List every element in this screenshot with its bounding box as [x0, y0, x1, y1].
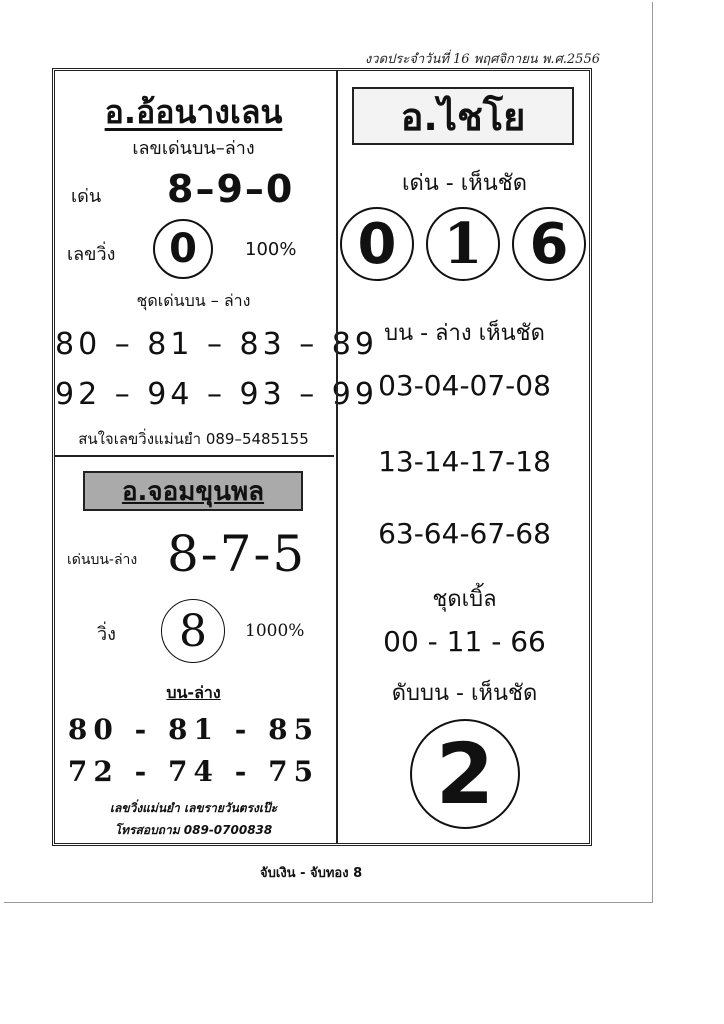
set-row-1: 80 – 81 – 83 – 89 [55, 327, 378, 362]
set-row-b-2: 72 - 74 - 75 [67, 755, 320, 788]
page-footer: จับเงิน - จับทอง 8 [260, 866, 363, 881]
den-numbers-b: 8-7-5 [167, 525, 307, 583]
section-title-box-jom-khun-phon [83, 471, 303, 511]
wing-digit-circle-b: 8 [161, 599, 225, 663]
wing-row [55, 219, 332, 283]
set-label-b: บน-ล่าง [166, 683, 221, 702]
set-row-b-1: 80 - 81 - 85 [67, 713, 320, 746]
section-title-box-chaiyo [352, 87, 574, 145]
section-subtitle: เลขเด่นบน–ล่าง [132, 138, 255, 159]
wing-digit-circle: 0 [153, 219, 213, 279]
digit-circle-3: 6 [512, 207, 586, 281]
left-column [55, 71, 378, 843]
wing-label: เลขวิ่ง [67, 244, 116, 265]
double-numbers: 00 - 11 - 66 [383, 625, 546, 658]
note-line-2: โทรสอบถาม 089-0700838 [114, 823, 273, 837]
set-label: ชุดเด่นบน – ล่าง [136, 291, 251, 310]
double-label: ชุดเบิ้ล [432, 587, 497, 612]
wing-row-b [55, 599, 332, 665]
contact-line: สนใจเลขวิ่งแม่นยำ 089–5485155 [78, 430, 309, 448]
number-row-3: 63-64-67-68 [378, 517, 551, 550]
section-title-jom-khun-phon: อ.จอมขุนพล [121, 476, 265, 507]
section-title-chaiyo: อ.ไชโย [400, 94, 526, 139]
right-column [336, 71, 591, 843]
section-title-on-nang-len: อ.อ้อนางเลน [104, 93, 283, 131]
bon-label-c: บน - ล่าง เห็นชัด [384, 321, 545, 346]
wing-label-b: วิ่ง [97, 624, 116, 645]
den-numbers: 8–9–0 [167, 167, 295, 211]
issue-date: งวดประจำวันที่ 16 พฤศจิกายน พ.ศ.2556 [364, 52, 600, 67]
digit-circle-1: 0 [340, 207, 414, 281]
final-digit-circle: 2 [410, 719, 520, 829]
set-row-2: 92 – 94 – 93 – 99 [55, 377, 378, 412]
wing-percent-b: 1000% [245, 621, 305, 641]
wing-percent: 100% [245, 239, 297, 260]
den-label-b: เด่นบน-ล่าง [67, 552, 138, 568]
number-row-2: 13-14-17-18 [378, 445, 551, 478]
den-label-c: เด่น - เห็นชัด [401, 171, 528, 196]
den-label: เด่น [71, 186, 102, 207]
digit-circle-2: 1 [426, 207, 500, 281]
digit-circles [338, 207, 591, 287]
number-row-1: 03-04-07-08 [378, 369, 551, 402]
dub-label: ดับบน - เห็นชัด [391, 681, 538, 706]
den-row-b [55, 525, 332, 585]
note-line-1: เลขวิ่งแม่นยำ เลขรายวันตรงเป๊ะ [109, 801, 278, 815]
den-row [55, 167, 332, 213]
